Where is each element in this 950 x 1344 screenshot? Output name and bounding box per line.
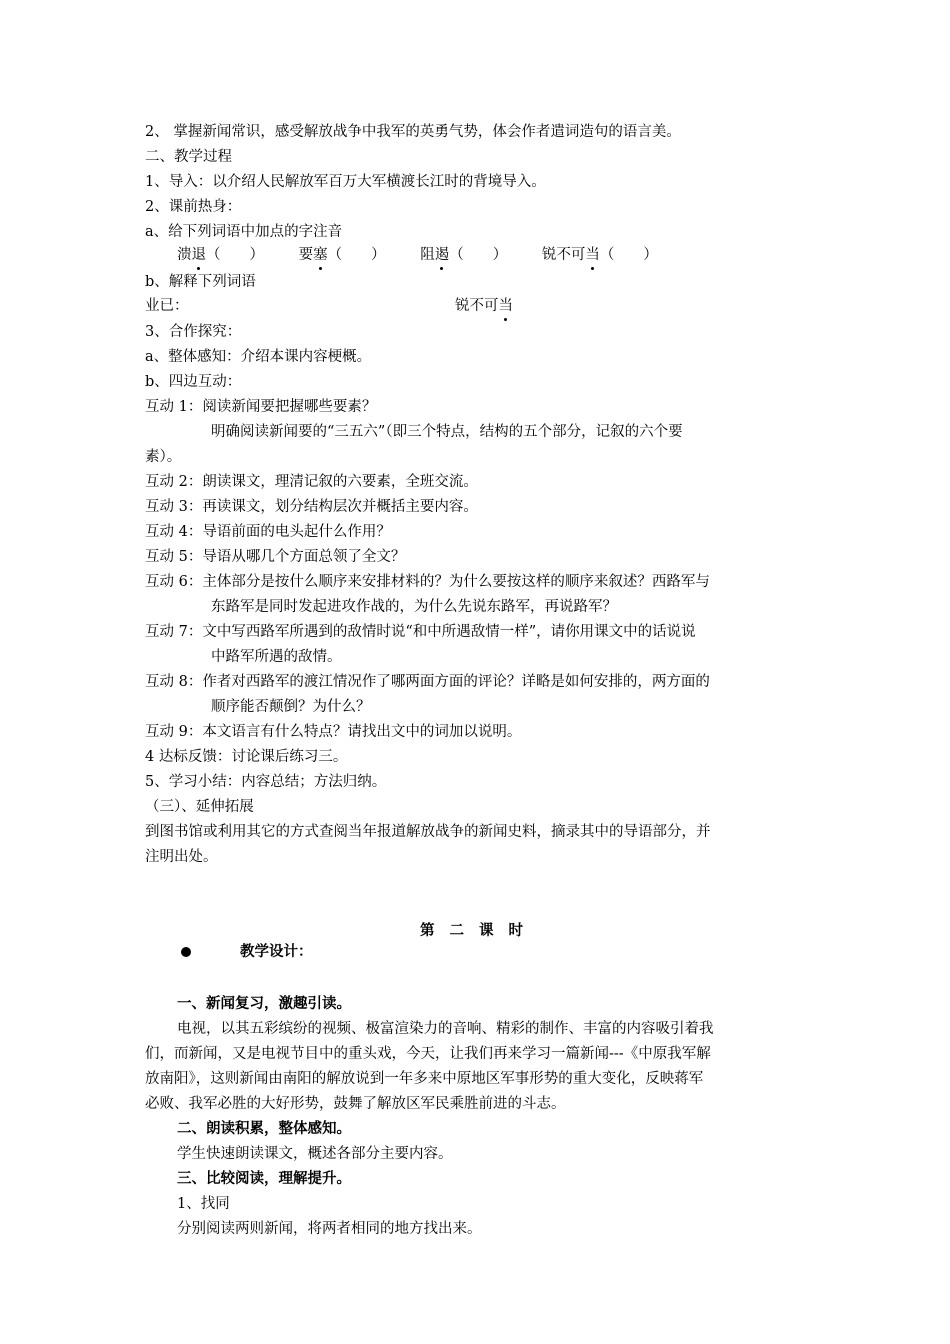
pinyin-row xyxy=(177,245,658,265)
interaction-1-answer: 明确阅读新闻要的“三五六”（即三个特点，结构的五个部分，记叙的六个要 xyxy=(211,424,683,440)
interaction-heading: b、四边互动： xyxy=(145,374,242,390)
step-2-para: 学生快速朗读课文，概述各部分主要内容。 xyxy=(177,1146,453,1162)
step-1-para: 电视，以其五彩缤纷的视频、极富渲染力的音响、精彩的制作、丰富的内容吸引着我 xyxy=(177,1021,714,1037)
word-2: 要塞（ ） xyxy=(298,247,386,263)
dotted-char: 退 xyxy=(191,247,206,263)
interaction-5: 互动 5：导语从哪几个方面总领了全文？ xyxy=(145,549,406,565)
interaction-3: 互动 3：再读课文，划分结构层次并概括主要内容。 xyxy=(145,499,478,515)
interaction-9: 互动 9：本文语言有什么特点？请找出文中的词加以说明。 xyxy=(145,724,522,740)
interaction-7-cont: 中路军所遇的敌情。 xyxy=(211,649,342,665)
interaction-1: 互动 1：阅读新闻要把握哪些要素？ xyxy=(145,399,377,415)
step-1-para-cont: 必败、我军必胜的大好形势，鼓舞了解放区军民乘胜前进的斗志。 xyxy=(145,1096,566,1112)
intro-line: 1、导入：以介绍人民解放军百万大军横渡长江时的背境导入。 xyxy=(145,174,546,190)
dotted-char: 当 xyxy=(498,298,513,314)
objective-line: 2、 掌握新闻常识，感受解放战争中我军的英勇气势，体会作者遣词造句的语言美。 xyxy=(145,124,681,140)
interaction-2: 互动 2：朗读课文，理清记叙的六要素，全班交流。 xyxy=(145,474,478,490)
step-1-heading: 一、新闻复习，激趣引读。 xyxy=(177,995,351,1012)
section-title: 第 二 课 时 xyxy=(420,922,524,939)
step-3-sub: 1、找同 xyxy=(177,1196,230,1212)
extension-text-cont: 注明出处。 xyxy=(145,849,218,865)
step-1-para-cont: 放南阳》，这则新闻由南阳的解放说到一年多来中原地区军事形势的重大变化，反映蒋军 xyxy=(145,1071,704,1087)
interaction-8: 互动 8：作者对西路军的渡江情况作了哪两面方面的评论？详略是如何安排的，两方面的 xyxy=(145,674,710,690)
cooperative-heading: 3、合作探究： xyxy=(145,324,242,340)
overall-line: a、整体感知：介绍本课内容梗概。 xyxy=(145,349,372,365)
warmup-heading: 2、课前热身： xyxy=(145,199,242,215)
bullet-icon xyxy=(181,947,191,957)
interaction-6-cont: 东路军是同时发起进攻作战的，为什么先说东路军，再说路军？ xyxy=(211,599,617,615)
interaction-1-answer-cont: 素）。 xyxy=(145,449,182,465)
pinyin-instruction: a、给下列词语中加点的字注音 xyxy=(145,224,343,240)
interaction-4: 互动 4：导语前面的电头起什么作用？ xyxy=(145,524,391,540)
heading-teaching-process: 二、教学过程 xyxy=(145,149,232,165)
step-3-heading: 三、比较阅读，理解提升。 xyxy=(177,1170,351,1187)
dotted-char: 塞 xyxy=(313,247,328,263)
explain-right: 锐不可当 xyxy=(455,298,513,314)
step-2-heading: 二、朗读积累，整体感知。 xyxy=(177,1120,351,1137)
explain-instruction: b、解释下列词语 xyxy=(145,274,256,290)
explain-left: 业已： xyxy=(145,298,189,314)
feedback-line: 4 达标反馈：讨论课后练习三。 xyxy=(145,749,348,765)
step-1-para-cont: 们，而新闻，又是电视节目中的重头戏，今天，让我们再来学习一篇新闻---《中原我军解 xyxy=(145,1046,711,1062)
interaction-7: 互动 7：文中写西路军所遇到的敌情时说“和中所遇敌情一样”，请你用课文中的话说说 xyxy=(145,624,696,640)
interaction-6: 互动 6：主体部分是按什么顺序来安排材料的？为什么要按这样的顺序来叙述？西路军与 xyxy=(145,574,710,590)
extension-text: 到图书馆或利用其它的方式查阅当年报道解放战争的新闻史料，摘录其中的导语部分，并 xyxy=(145,824,711,840)
dotted-char: 当 xyxy=(585,247,600,263)
word-4: 锐不可当（ ） xyxy=(541,247,658,263)
word-3: 阻遏（ ） xyxy=(420,247,508,263)
extension-heading: （三）、延伸拓展 xyxy=(145,799,254,815)
word-1: 溃退（ ） xyxy=(177,247,264,263)
interaction-8-cont: 顺序能否颠倒？为什么？ xyxy=(211,699,371,715)
dotted-char: 遏 xyxy=(434,247,450,263)
summary-line: 5、学习小结：内容总结；方法归纳。 xyxy=(145,774,387,790)
step-3-para: 分别阅读两则新闻，将两者相同的地方找出来。 xyxy=(177,1221,482,1237)
design-heading: 教学设计： xyxy=(240,943,313,960)
